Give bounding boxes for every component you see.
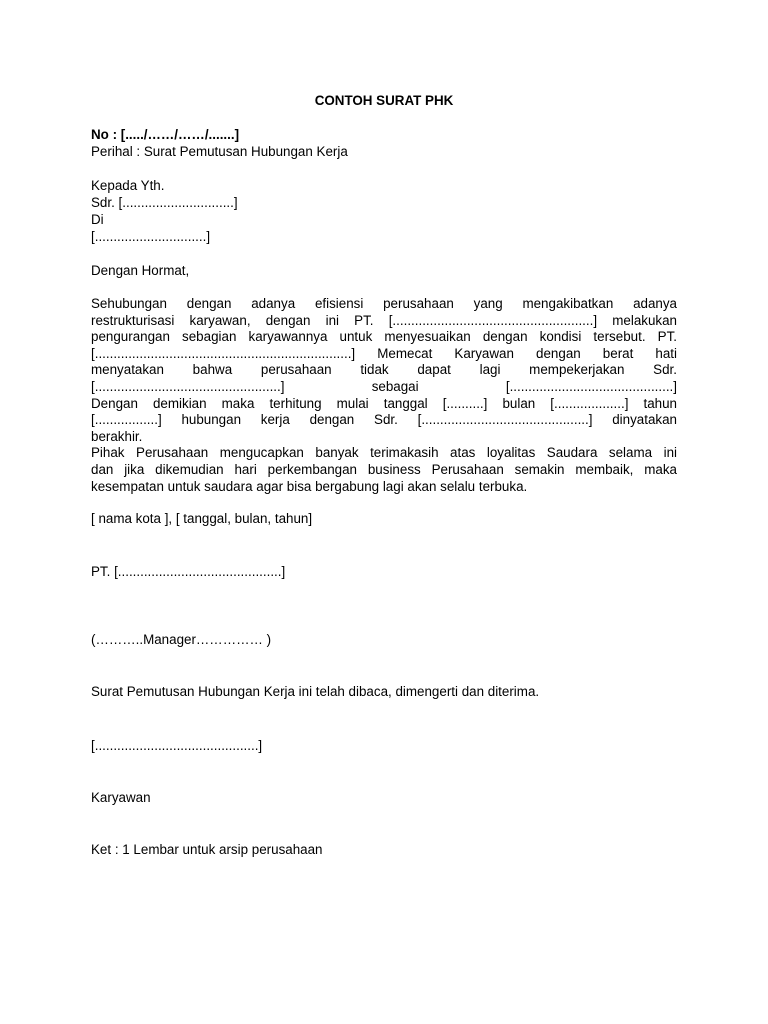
body-line: Pihak Perusahaan mengucapkan banyak terimakasih atas loyalitas Saudara selama ini [91,445,677,461]
body-line: Dengan demikian maka terhitung mulai tanggal [..........] bulan [...................] tahun [91,395,677,411]
body-line: [.................] hubungan kerja dengan Sdr. [.............................................] dinyatakan [91,412,677,428]
manager-signature: (………..Manager…………… ) [91,632,272,647]
body-line: [..................................................] sebagai [............................................] [91,378,677,394]
document-title: CONTOH SURAT PHK [314,93,454,108]
recipient-greeting: Kepada Yth. [91,178,165,193]
recipient-address: [..............................] [91,229,211,244]
body-line: dan jika dikemudian hari perkembangan business Perusahaan semakin membaik, maka [91,461,677,477]
letter-number: No : [...../……/……/.......] [91,127,240,142]
letter-body [91,296,677,495]
body-line: pengurangan sebagian karyawannya untuk menyesuaikan dengan kondisi tersebut. PT. [91,329,677,345]
letter-page [91,0,677,1024]
body-line: menyatakan bahwa perusahaan tidak dapat lagi mempekerjakan Sdr. [91,362,677,378]
employee-label: Karyawan [91,790,151,805]
body-line: [.....................................................................] Memecat Karyawan dengan berat hati [91,345,677,361]
body-line: kesempatan untuk saudara agar bisa bergabung lagi akan selalu terbuka. [91,478,528,494]
note: Ket : 1 Lembar untuk arsip perusahaan [91,842,323,857]
salutation: Dengan Hormat, [91,263,190,278]
place-date: [ nama kota ], [ tanggal, bulan, tahun] [91,511,313,526]
body-line: berakhir. [91,428,143,444]
acknowledgement-statement: Surat Pemutusan Hubungan Kerja ini telah dibaca, dimengerti dan diterima. [91,684,540,699]
letter-subject: Perihal : Surat Pemutusan Hubungan Kerja [91,144,348,159]
body-line: restrukturisasi karyawan, dengan ini PT. [......................................................] melakukan [91,312,677,328]
employee-signature: [............................................] [91,738,263,753]
body-line: Sehubungan dengan adanya efisiensi perusahaan yang mengakibatkan adanya [91,296,677,311]
company-signature: PT. [............................................] [91,564,286,579]
recipient-name: Sdr. [..............................] [91,195,238,210]
recipient-di: Di [91,212,104,227]
